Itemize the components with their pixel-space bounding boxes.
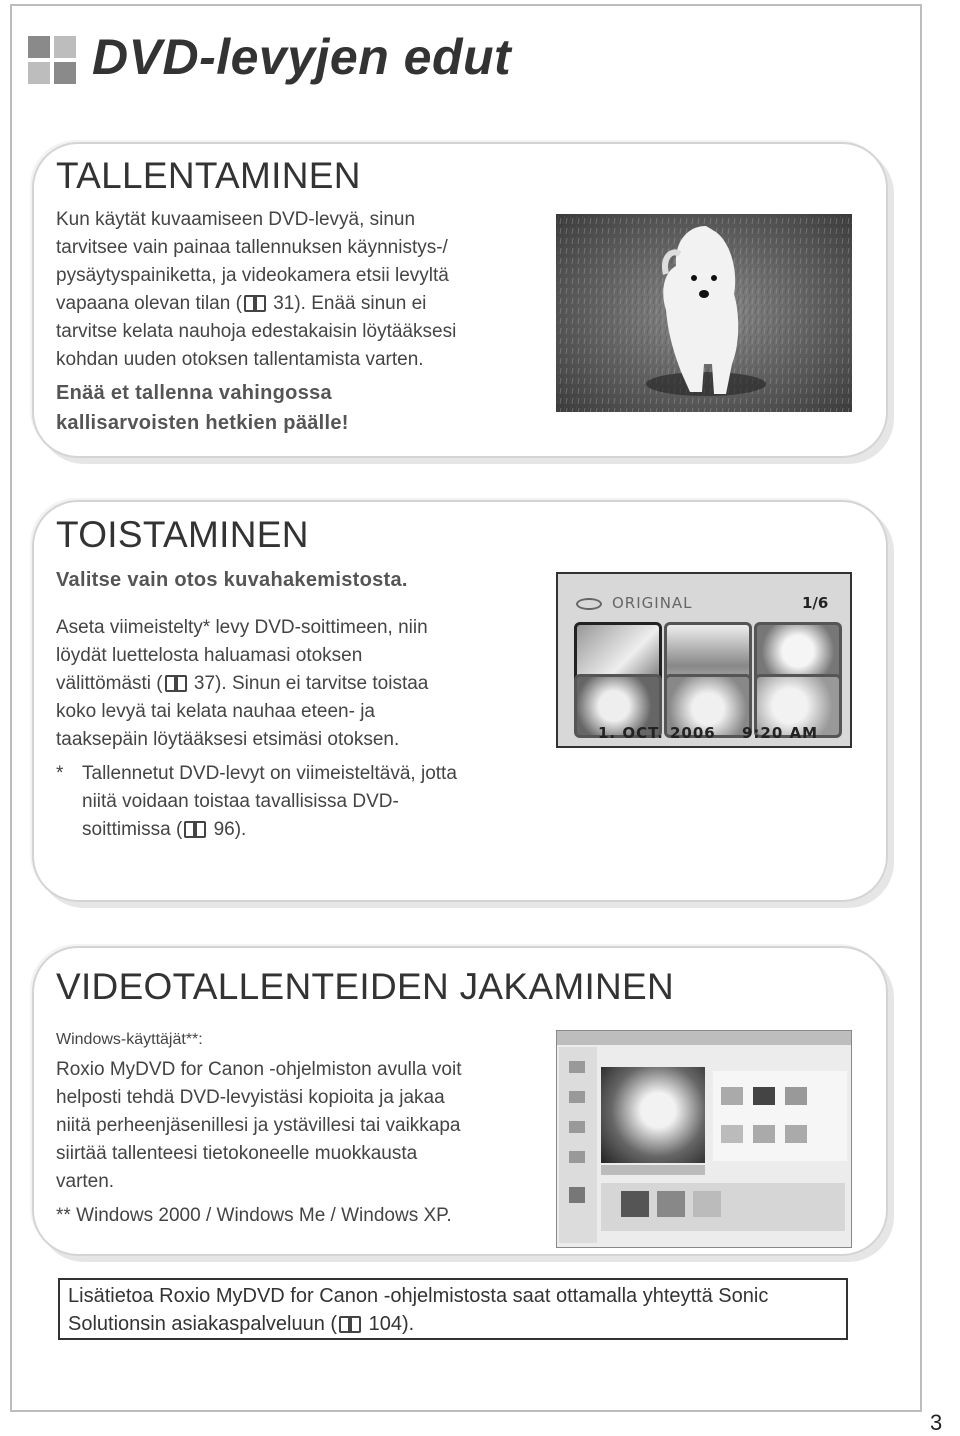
text-line: löydät luettelosta haluamasi otoksen [56, 645, 363, 666]
text-line: niitä voidaan toistaa tavallisissa DVD- [82, 791, 399, 812]
disc-icon [576, 598, 602, 610]
playback-heading: TOISTAMINEN [56, 514, 309, 555]
emphasis-line: Enää et tallenna vahingossa [56, 382, 332, 404]
text-line: niitä perheenjäsenillesi ja ystävillesi tai vaikkapa [56, 1115, 461, 1136]
text-segment: vapaana olevan tilan ( [56, 293, 242, 314]
info-line [68, 1310, 846, 1338]
text-segment: 104). [363, 1313, 415, 1335]
text-line: helposti tehdä DVD-levyistäsi kopioita ja jakaa [56, 1087, 445, 1108]
page-title: DVD-levyjen edut [92, 29, 512, 85]
text-line: taaksepäin löytääksesi etsimäsi otoksen. [56, 729, 400, 750]
playback-subheading: Valitse vain otos kuvahakemistosta. [56, 569, 408, 591]
info-box [58, 1278, 848, 1340]
scene-grid [713, 1071, 847, 1161]
windows-users: Windows-käyttäjät**: [56, 1031, 203, 1048]
index-screen [556, 572, 852, 748]
screen-date: 1. OCT. 2006 [598, 724, 716, 742]
text-line: koko levyä tai kelata nauhaa eteen- ja [56, 701, 375, 722]
windows-footnote: ** Windows 2000 / Windows Me / Windows XP. [56, 1205, 452, 1226]
page-number: 3 [930, 1410, 943, 1435]
preview-video [601, 1067, 705, 1163]
screen-counter: 1/6 [802, 594, 829, 612]
sharing-text [56, 1056, 546, 1230]
text-segment: 37). Sinun ei tarvitse toistaa [188, 673, 429, 694]
book-reference-icon [165, 675, 187, 691]
screen-label: ORIGINAL [612, 594, 693, 612]
text-line [56, 670, 536, 698]
text-line: Kun käytät kuvaamiseen DVD-levyä, sinun [56, 209, 416, 230]
text-line: Roxio MyDVD for Canon -ohjelmiston avulla voit [56, 1059, 462, 1080]
text-line: pysäytyspainiketta, ja videokamera etsii levyltä [56, 265, 449, 286]
playback-footnote [56, 760, 536, 844]
text-line: tarvitse kelata nauhoja edestakaisin löytääksesi [56, 321, 457, 342]
screen-time: 9:20 AM [742, 724, 819, 742]
sharing-heading: VIDEOTALLENTEIDEN JAKAMINEN [56, 966, 675, 1007]
text-segment: välittömästi ( [56, 673, 163, 694]
text-line: varten. [56, 1171, 115, 1192]
dog-photo [556, 214, 852, 412]
playback-controls [601, 1165, 705, 1175]
book-reference-icon [244, 295, 266, 311]
text-line: Tallennetut DVD-levyt on viimeisteltävä, jotta [82, 763, 457, 784]
recording-heading: TALLENTAMINEN [56, 155, 361, 196]
book-reference-icon [339, 1316, 361, 1332]
playback-text [56, 614, 536, 754]
footnote-star: * [56, 763, 64, 784]
text-line: kohdan uuden otoksen tallentamista varten. [56, 349, 424, 370]
software-screenshot [556, 1030, 852, 1248]
emphasis-line: kallisarvoisten hetkien päälle! [56, 412, 349, 434]
text-line: tarvitsee vain painaa tallennuksen käynnistys-/ [56, 237, 448, 258]
text-segment: soittimissa ( [82, 819, 183, 840]
recording-text [56, 206, 536, 438]
text-segment: 31). Enää sinun ei [267, 293, 427, 314]
text-line: Aseta viimeistelty* levy DVD-soittimeen, niin [56, 617, 428, 638]
text-line [82, 816, 536, 844]
text-line [56, 290, 536, 318]
text-segment: 96). [208, 819, 247, 840]
info-line: Lisätietoa Roxio MyDVD for Canon -ohjelmistosta saat ottamalla yhteyttä Sonic [68, 1285, 769, 1307]
book-reference-icon [184, 821, 206, 837]
timeline-strip [601, 1183, 845, 1231]
text-line: siirtää tallenteesi tietokoneelle muokkausta [56, 1143, 418, 1164]
title-squares-icon [28, 36, 78, 86]
text-segment: Solutionsin asiakaspalveluun ( [68, 1313, 338, 1335]
window-titlebar [557, 1031, 851, 1045]
tool-sidebar [559, 1047, 597, 1243]
